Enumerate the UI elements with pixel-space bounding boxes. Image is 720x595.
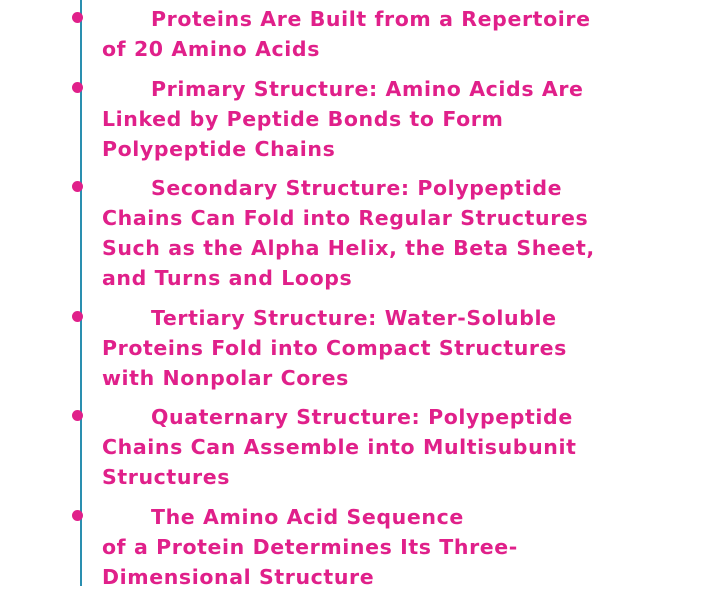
bullet-dot-icon (72, 311, 83, 322)
bullet-dot-icon (72, 510, 83, 521)
section-heading: The Amino Acid Sequence of a Protein Determines Its Three- Dimensional Structure (102, 505, 518, 589)
bullet-dot-icon (72, 12, 83, 23)
bullet-dot-icon (72, 410, 83, 421)
section-item (102, 502, 702, 592)
section-heading: Secondary Structure: Polypeptide Chains Can Fold into Regular Structures Such as the Alpha Helix, the Beta Sheet, and Turns and Loops (102, 176, 595, 290)
section-item (102, 74, 702, 164)
section-heading: Tertiary Structure: Water-Soluble Proteins Fold into Compact Structures with Nonpolar Cores (102, 306, 567, 390)
section-item (102, 173, 702, 293)
section-item (102, 402, 702, 492)
section-item (102, 303, 702, 393)
section-heading: Quaternary Structure: Polypeptide Chains Can Assemble into Multisubunit Structures (102, 405, 577, 489)
bullet-dot-icon (72, 82, 83, 93)
section-item (102, 4, 702, 64)
bullet-dot-icon (72, 181, 83, 192)
section-heading: Proteins Are Built from a Repertoire of 20 Amino Acids (102, 7, 591, 61)
section-heading: Primary Structure: Amino Acids Are Linked by Peptide Bonds to Form Polypeptide Chains (102, 77, 584, 161)
